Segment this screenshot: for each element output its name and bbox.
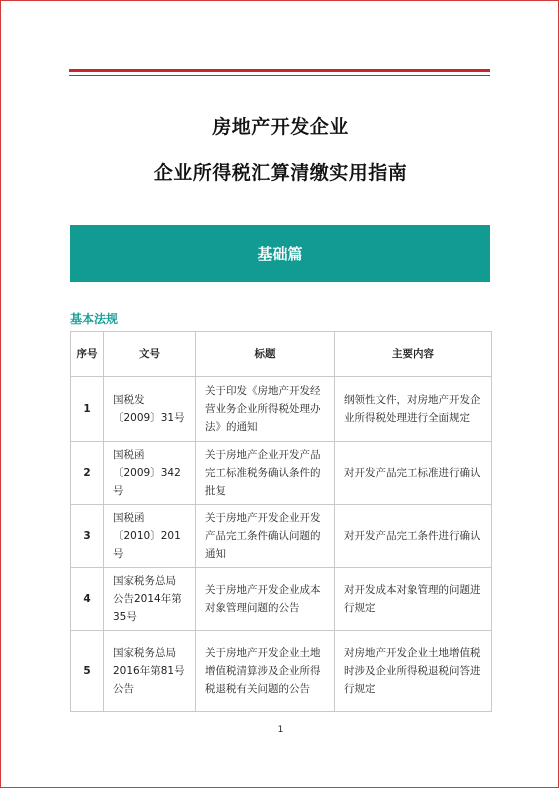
header-rule-thin bbox=[69, 75, 490, 76]
section-heading: 基本法规 bbox=[70, 312, 119, 326]
row-document-number: 国税函〔2009〕342号 bbox=[104, 442, 196, 505]
row-document-number: 国税发〔2009〕31号 bbox=[104, 377, 196, 442]
header-title: 标题 bbox=[196, 332, 335, 377]
header-main-content: 主要内容 bbox=[335, 332, 492, 377]
row-content: 纲领性文件，对房地产开发企业所得税处理进行全面规定 bbox=[335, 377, 492, 442]
row-content: 对开发产品完工标准进行确认 bbox=[335, 442, 492, 505]
row-number: 3 bbox=[71, 505, 104, 568]
row-content: 对开发成本对象管理的问题进行规定 bbox=[335, 568, 492, 631]
header-serial-number: 序号 bbox=[71, 332, 104, 377]
row-content: 对开发产品完工条件进行确认 bbox=[335, 505, 492, 568]
row-number: 4 bbox=[71, 568, 104, 631]
table-row bbox=[71, 442, 492, 505]
page-number: 1 bbox=[277, 725, 284, 735]
table-row bbox=[71, 505, 492, 568]
row-number: 5 bbox=[71, 631, 104, 712]
row-title: 关于印发《房地产开发经营业务企业所得税处理办法》的通知 bbox=[196, 377, 335, 442]
row-number: 1 bbox=[71, 377, 104, 442]
regulations-table bbox=[70, 331, 492, 712]
row-title: 关于房地产开发企业成本对象管理问题的公告 bbox=[196, 568, 335, 631]
header-rule-thick bbox=[69, 69, 490, 72]
row-content: 对房地产开发企业土地增值税时涉及企业所得税退税问答进行规定 bbox=[335, 631, 492, 712]
row-document-number: 国税函〔2010〕201号 bbox=[104, 505, 196, 568]
table-row bbox=[71, 377, 492, 442]
row-title: 关于房地产企业开发产品完工标准税务确认条件的批复 bbox=[196, 442, 335, 505]
row-document-number: 国家税务总局2016年第81号公告 bbox=[104, 631, 196, 712]
document-title-line1: 房地产开发企业 bbox=[212, 116, 349, 138]
header-document-number: 文号 bbox=[104, 332, 196, 377]
table-row bbox=[71, 568, 492, 631]
table-row bbox=[71, 631, 492, 712]
row-title: 关于房地产开发企业土地增值税清算涉及企业所得税退税有关问题的公告 bbox=[196, 631, 335, 712]
row-title: 关于房地产开发企业开发产品完工条件确认问题的通知 bbox=[196, 505, 335, 568]
document-title-line2: 企业所得税汇算清缴实用指南 bbox=[153, 162, 408, 184]
table-header-row bbox=[71, 332, 492, 377]
section-banner: 基础篇 bbox=[70, 225, 490, 282]
row-number: 2 bbox=[71, 442, 104, 505]
row-document-number: 国家税务总局公告2014年第35号 bbox=[104, 568, 196, 631]
